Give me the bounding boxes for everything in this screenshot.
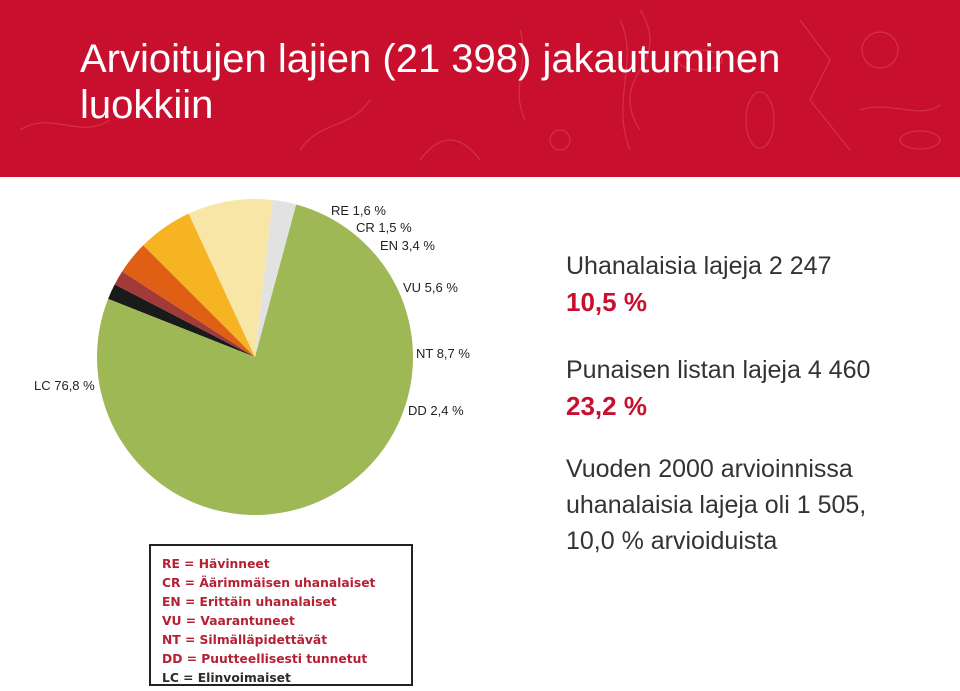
pie-label-re: RE 1,6 % bbox=[331, 203, 386, 218]
threatened-percent: 10,5 % bbox=[566, 287, 647, 317]
note-line-1: Vuoden 2000 arvioinnissa bbox=[566, 455, 853, 483]
pie-label-en: EN 3,4 % bbox=[380, 238, 435, 253]
pie-label-cr: CR 1,5 % bbox=[356, 220, 412, 235]
header-banner bbox=[0, 0, 960, 177]
note-line-3: 10,0 % arvioiduista bbox=[566, 527, 778, 555]
pie-label-lc: LC 76,8 % bbox=[34, 378, 95, 393]
threatened-count: Uhanalaisia lajeja 2 247 bbox=[566, 252, 832, 280]
pie-chart bbox=[0, 177, 560, 544]
note-line-2: uhanalaisia lajeja oli 1 505, bbox=[566, 491, 867, 519]
legend-item-en: EN = Erittäin uhanalaiset bbox=[162, 595, 337, 609]
legend-item-re: RE = Hävinneet bbox=[162, 557, 270, 571]
legend-item-vu: VU = Vaarantuneet bbox=[162, 614, 295, 628]
stats-panel bbox=[566, 248, 946, 559]
page-title: Arvioitujen lajien (21 398) jakautuminen luokkiin bbox=[80, 37, 781, 127]
pie-label-nt: NT 8,7 % bbox=[416, 346, 470, 361]
redlist-percent: 23,2 % bbox=[566, 391, 647, 421]
legend-item-nt: NT = Silmälläpidettävät bbox=[162, 633, 328, 647]
pie-label-dd: DD 2,4 % bbox=[408, 403, 464, 418]
pie-label-vu: VU 5,6 % bbox=[403, 280, 458, 295]
legend-item-dd: DD = Puutteellisesti tunnetut bbox=[162, 652, 368, 666]
legend-item-cr: CR = Äärimmäisen uhanalaiset bbox=[162, 576, 376, 590]
legend-box bbox=[149, 544, 413, 686]
redlist-count: Punaisen listan lajeja 4 460 bbox=[566, 356, 871, 384]
legend-item-lc: LC = Elinvoimaiset bbox=[162, 671, 291, 685]
pie-slices bbox=[97, 199, 413, 515]
